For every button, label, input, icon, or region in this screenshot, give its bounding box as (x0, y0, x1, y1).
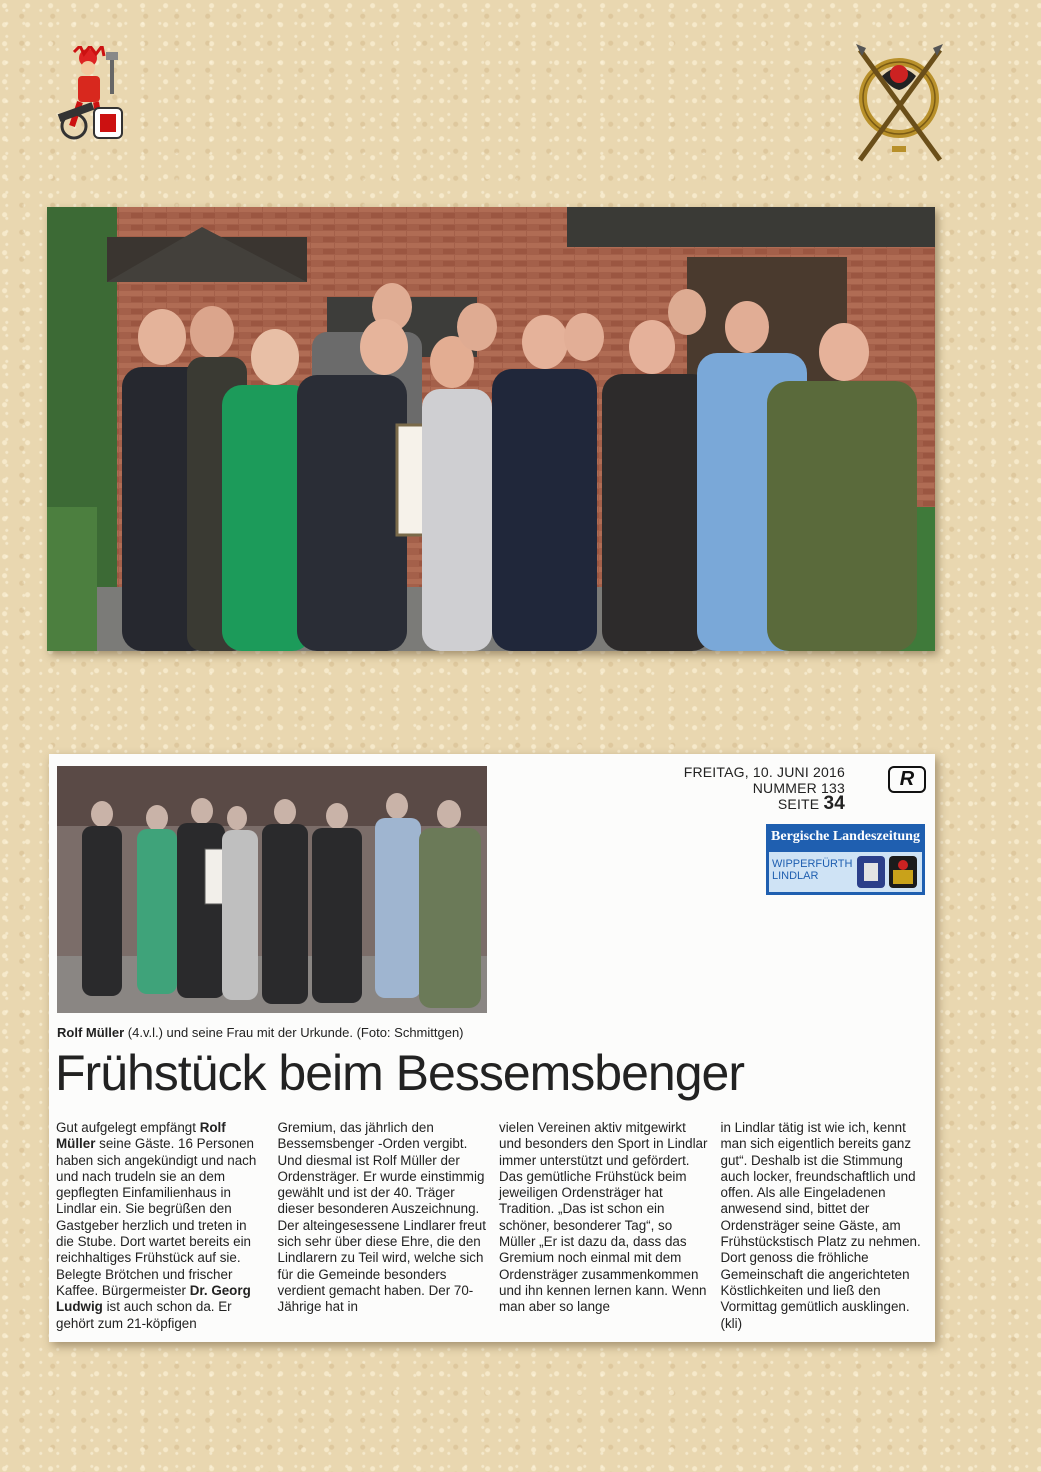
edition-box (769, 852, 922, 892)
photo-caption: Rolf Müller (4.v.l.) und seine Frau mit der Urkunde. (Foto: Schmittgen) (57, 1025, 464, 1040)
article-column-3: vielen Vereinen aktiv mitgewirkt und besonders den Sport in Lindlar immer unterstützt und gefördert. Das gemütliche Frühstück beim jeweiligen Ordensträger hat Tradition. „Das ist schon ein schöner, besonderer Tag“, so Müller „Er ist dazu da, dass das Gremium noch einmal mit dem Ordensträger zusammenkommen und ihn kennen lernen kann. Wenn man aber so lange (499, 1120, 708, 1315)
page-number: 34 (823, 793, 845, 814)
newspaper-r-logo: R (888, 766, 926, 793)
article-headline: Frühstück beim Bessemsbenger (55, 1045, 744, 1101)
town-coat-of-arms-icons (857, 856, 919, 888)
issue-number: NUMMER 133 (752, 780, 845, 796)
masthead-box (766, 824, 925, 895)
crossed-arrows-emblem (852, 40, 947, 165)
publication-date: FREITAG, 10. JUNI 2016 (683, 764, 845, 780)
page-indicator: SEITE 34 (777, 793, 845, 814)
clipping-photo (57, 766, 487, 1013)
newspaper-clipping (49, 754, 935, 1342)
group-photo (47, 207, 935, 651)
article-column-1: Gut aufgelegt empfängt Rolf Müller seine Gäste. 16 Personen haben sich angekündigt und nach und nach trudeln sie an dem gepflegten Einfamilienhaus in Lindlar ein. Sie begrüßen den Gastgeber herzlich und treten in die Stube. Dort wartet bereits ein reichhaltiges Frühstück auf sie. Belegte Brötchen und frischer Kaffee. Bürgermeister Dr. Georg Ludwig ist auch schon da. Er gehört zum 21-köpfigen (56, 1120, 257, 1331)
article-column-2: Gremium, das jährlich den Bessemsbenger -Orden vergibt. Und diesmal ist Rolf Müller der Ordensträger. Er wurde einstimmig gewählt und ist der 40. Träger dieser besonderen Auszeichnung. Der alteingesessene Lindlarer freut sich sehr über diese Ehre, die den Lindlarern zu Teil wird, welche sich für die Gemeinde besonders verdient gemacht haben. Der 70-Jährige hat in (277, 1120, 486, 1315)
bessemsbenger-jester-logo (50, 46, 135, 146)
article-column-4: in Lindlar tätig ist wie ich, kennt man sich eigentlich bereits ganz gut“. Deshalb ist die Stimmung auch locker, freundschaftlich und offen. Als alle Eingeladenen anwesend sind, bittet der Ordensträger seine Gäste, am Frühstückstisch Platz zu nehmen. Dort genoss die fröhliche Gemeinschaft die angerichteten Köstlichkeiten und ließ den Vormittag gemütlich ausklingen. (kli) (720, 1120, 921, 1331)
edition-label: WIPPERFÜRTH LINDLAR (772, 858, 853, 882)
newspaper-dateline (684, 764, 845, 812)
article-body (56, 1120, 930, 1332)
masthead-title: Bergische Landeszeitung (771, 829, 920, 844)
